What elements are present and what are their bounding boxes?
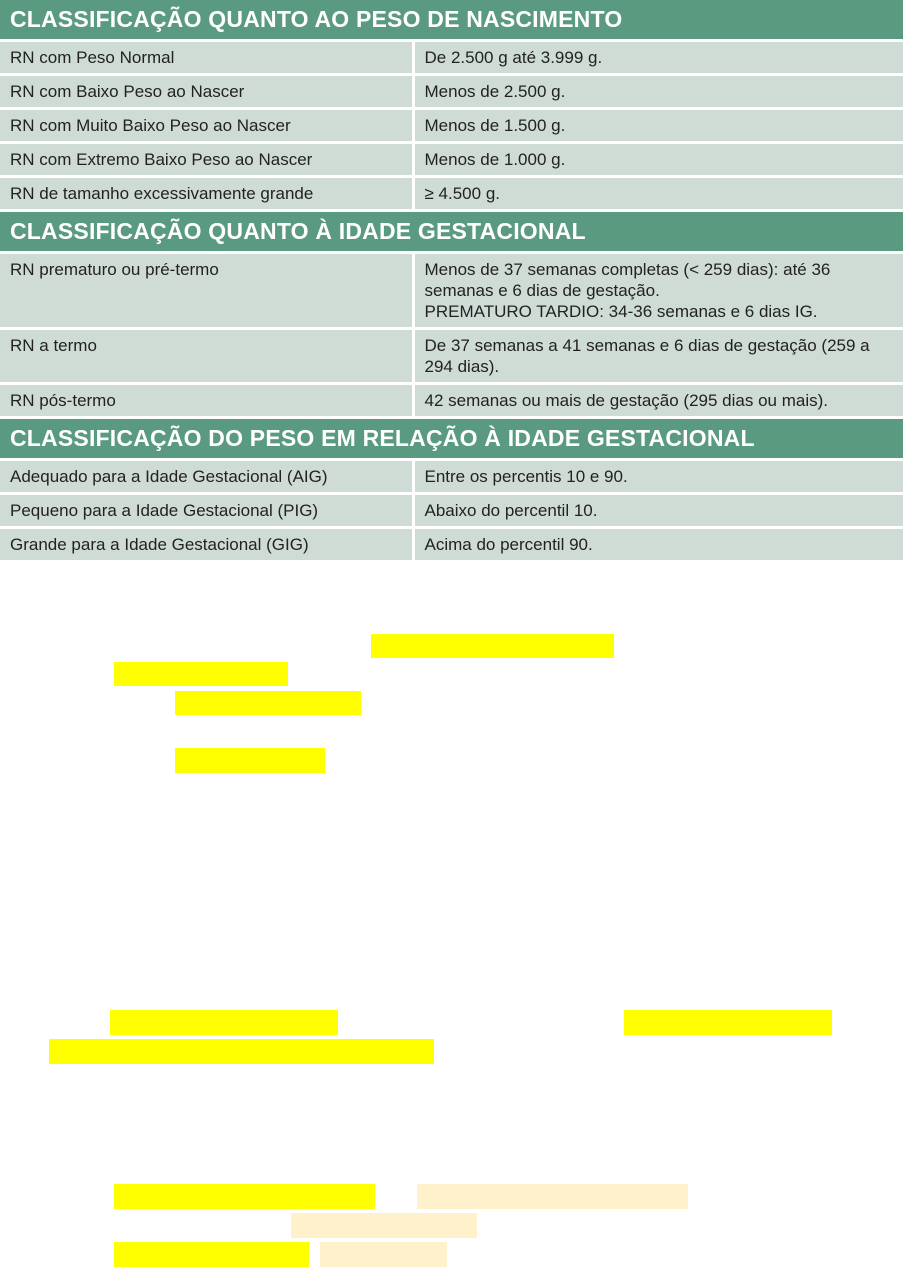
highlight-mark bbox=[175, 691, 361, 715]
row-label: RN com Extremo Baixo Peso ao Nascer bbox=[0, 143, 413, 177]
highlight-mark bbox=[49, 1039, 434, 1064]
row-value: De 37 semanas a 41 semanas e 6 dias de gestação (259 a 294 dias). bbox=[413, 329, 903, 384]
table-row bbox=[0, 494, 903, 528]
row-label: RN a termo bbox=[0, 329, 413, 384]
row-value-extra: PREMATURO TARDIO: 34-36 semanas e 6 dias IG. bbox=[424, 302, 818, 321]
row-value: Acima do percentil 90. bbox=[413, 528, 903, 562]
row-value: Entre os percentis 10 e 90. bbox=[413, 460, 903, 494]
highlight-mark bbox=[114, 1184, 375, 1209]
row-value: ≥ 4.500 g. bbox=[413, 177, 903, 211]
highlight-mark bbox=[624, 1010, 832, 1035]
table-row bbox=[0, 75, 903, 109]
section-title: CLASSIFICAÇÃO DO PESO EM RELAÇÃO À IDADE GESTACIONAL bbox=[0, 418, 903, 460]
highlight-mark bbox=[114, 662, 288, 686]
table-row bbox=[0, 253, 903, 329]
row-value: 42 semanas ou mais de gestação (295 dias ou mais). bbox=[413, 384, 903, 418]
row-value: De 2.500 g até 3.999 g. bbox=[413, 41, 903, 75]
highlight-mark bbox=[110, 1010, 338, 1035]
row-label: RN com Baixo Peso ao Nascer bbox=[0, 75, 413, 109]
row-value: Menos de 1.500 g. bbox=[413, 109, 903, 143]
row-value: Menos de 1.000 g. bbox=[413, 143, 903, 177]
row-label: Pequeno para a Idade Gestacional (PIG) bbox=[0, 494, 413, 528]
highlight-mark bbox=[417, 1184, 688, 1209]
section-title: CLASSIFICAÇÃO QUANTO À IDADE GESTACIONAL bbox=[0, 211, 903, 253]
row-label: RN pós-termo bbox=[0, 384, 413, 418]
row-value-main: Menos de 37 semanas completas (< 259 dias): até 36 semanas e 6 dias de gestação. bbox=[424, 260, 831, 300]
highlight-mark bbox=[114, 1242, 309, 1267]
row-value bbox=[413, 253, 903, 329]
table-row bbox=[0, 143, 903, 177]
section-header-weight-vs-age bbox=[0, 418, 903, 460]
row-value: Abaixo do percentil 10. bbox=[413, 494, 903, 528]
highlight-mark bbox=[371, 634, 614, 658]
table-row bbox=[0, 177, 903, 211]
section-header-gestational-age bbox=[0, 211, 903, 253]
section-title: CLASSIFICAÇÃO QUANTO AO PESO DE NASCIMENTO bbox=[0, 0, 903, 41]
highlight-mark bbox=[175, 748, 325, 773]
table-row bbox=[0, 528, 903, 562]
row-value: Menos de 2.500 g. bbox=[413, 75, 903, 109]
row-label: RN com Muito Baixo Peso ao Nascer bbox=[0, 109, 413, 143]
highlight-mark bbox=[320, 1242, 447, 1267]
row-label: Adequado para a Idade Gestacional (AIG) bbox=[0, 460, 413, 494]
row-label: RN de tamanho excessivamente grande bbox=[0, 177, 413, 211]
highlight-mark bbox=[291, 1213, 477, 1238]
row-label: RN com Peso Normal bbox=[0, 41, 413, 75]
table-row bbox=[0, 41, 903, 75]
table-row bbox=[0, 384, 903, 418]
table-row bbox=[0, 460, 903, 494]
classification-table bbox=[0, 0, 903, 563]
row-label: RN prematuro ou pré-termo bbox=[0, 253, 413, 329]
table-row bbox=[0, 329, 903, 384]
row-label: Grande para a Idade Gestacional (GIG) bbox=[0, 528, 413, 562]
table-row bbox=[0, 109, 903, 143]
section-header-birth-weight bbox=[0, 0, 903, 41]
